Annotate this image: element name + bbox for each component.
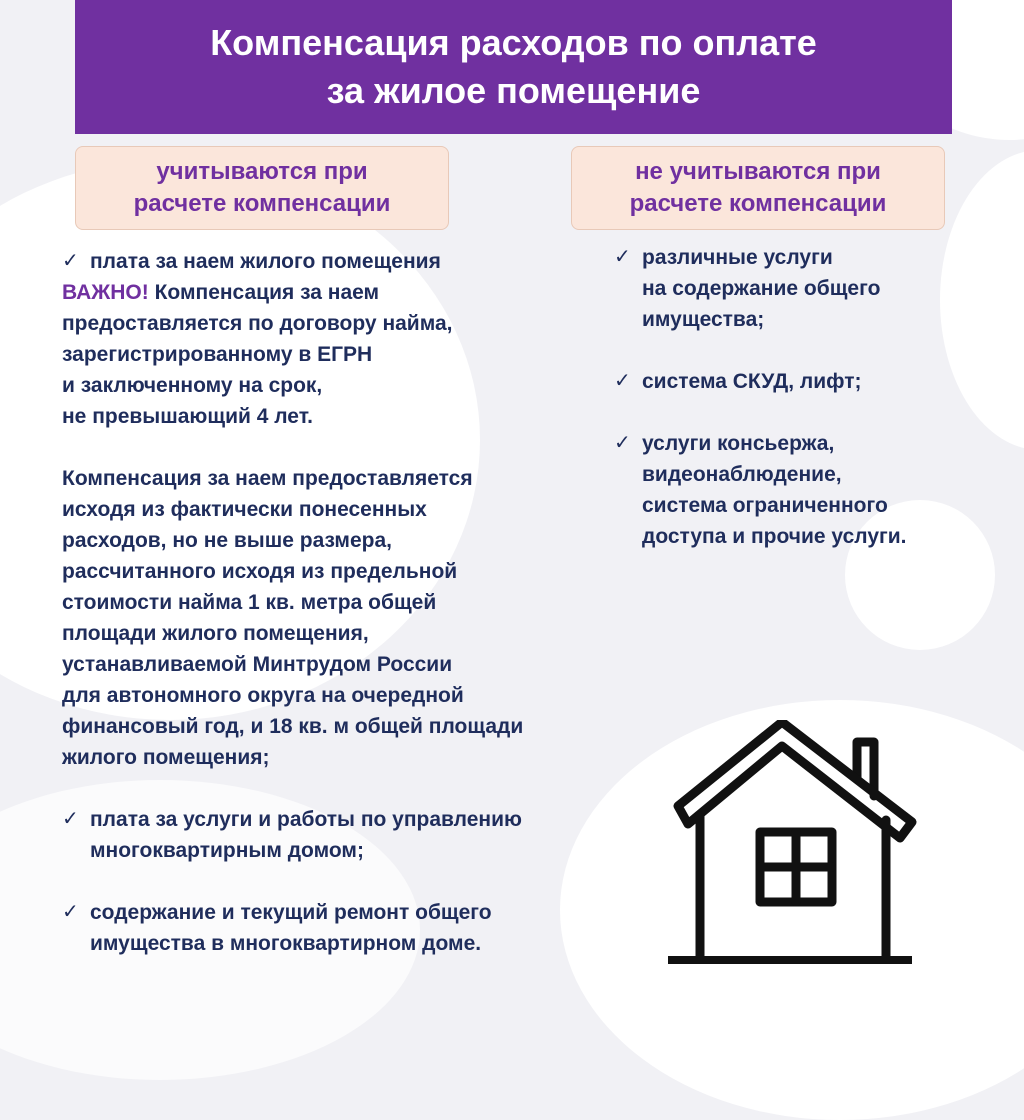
checkmark-icon: ✓ — [614, 432, 631, 454]
list-item — [614, 428, 1014, 552]
included-heading — [75, 146, 449, 230]
list-item-text: плата за услуги и работы по управлению — [90, 808, 522, 831]
checkmark-icon: ✓ — [62, 901, 79, 923]
excluded-list — [614, 242, 1014, 552]
paragraph-line: финансовый год, и 18 кв. м общей площади — [62, 715, 524, 738]
paragraph-line: расходов, но не выше размера, — [62, 529, 392, 552]
list-item — [62, 246, 602, 277]
included-heading-line: учитываются при — [156, 158, 368, 185]
list-item-text: система ограниченного — [642, 494, 888, 517]
paragraph-line: исходя из фактически понесенных — [62, 498, 427, 521]
paragraph-line: рассчитанного исходя из предельной — [62, 560, 458, 583]
page-title-line: Компенсация расходов по оплате — [210, 22, 817, 63]
list-item — [614, 366, 1014, 397]
important-note-line: зарегистрированному в ЕГРН — [62, 343, 373, 366]
list-item-text: система СКУД, лифт; — [642, 370, 862, 393]
list-item-text: плата за наем жилого помещения — [90, 250, 441, 273]
list-item — [614, 242, 1014, 335]
list-item — [62, 804, 602, 866]
list-item-text: на содержание общего — [642, 277, 881, 300]
checkmark-icon: ✓ — [614, 246, 631, 268]
paragraph-line: для автономного округа на очередной — [62, 684, 464, 707]
paragraph-line: Компенсация за наем предоставляется — [62, 467, 473, 490]
list-item-text: видеонаблюдение, — [642, 463, 842, 486]
list-item-text: многоквартирным домом; — [90, 839, 364, 862]
list-item-text: имущества в многоквартирном доме. — [90, 932, 482, 955]
important-note-line: предоставляется по договору найма, — [62, 312, 453, 335]
important-label: ВАЖНО! — [62, 281, 149, 304]
important-note-line — [62, 277, 602, 308]
list-item — [62, 897, 602, 959]
list-item-text: различные услуги — [642, 246, 833, 269]
list-item-text: содержание и текущий ремонт общего — [90, 901, 492, 924]
included-heading-line: расчете компенсации — [133, 190, 391, 217]
important-note-line: не превышающий 4 лет. — [62, 405, 313, 428]
page-title — [75, 0, 952, 134]
checkmark-icon: ✓ — [62, 808, 79, 830]
page-title-line: за жилое помещение — [326, 70, 701, 111]
included-list — [62, 246, 602, 959]
paragraph-line: устанавливаемой Минтрудом России — [62, 653, 453, 676]
list-item-text: услуги консьержа, — [642, 432, 835, 455]
important-text: Компенсация за наем — [154, 281, 380, 304]
checkmark-icon: ✓ — [62, 250, 79, 272]
list-item-text: доступа и прочие услуги. — [642, 525, 907, 548]
list-item-text: имущества; — [642, 308, 765, 331]
house-icon — [660, 720, 920, 970]
paragraph-line: жилого помещения; — [62, 746, 270, 769]
important-note-line: и заключенному на срок, — [62, 374, 323, 397]
excluded-heading-line: расчете компенсации — [629, 190, 887, 217]
paragraph-line: стоимости найма 1 кв. метра общей — [62, 591, 437, 614]
checkmark-icon: ✓ — [614, 370, 631, 392]
excluded-heading-line: не учитываются при — [635, 158, 881, 185]
excluded-heading — [571, 146, 945, 230]
compensation-paragraph — [62, 463, 602, 773]
paragraph-line: площади жилого помещения, — [62, 622, 369, 645]
important-note — [62, 277, 602, 432]
